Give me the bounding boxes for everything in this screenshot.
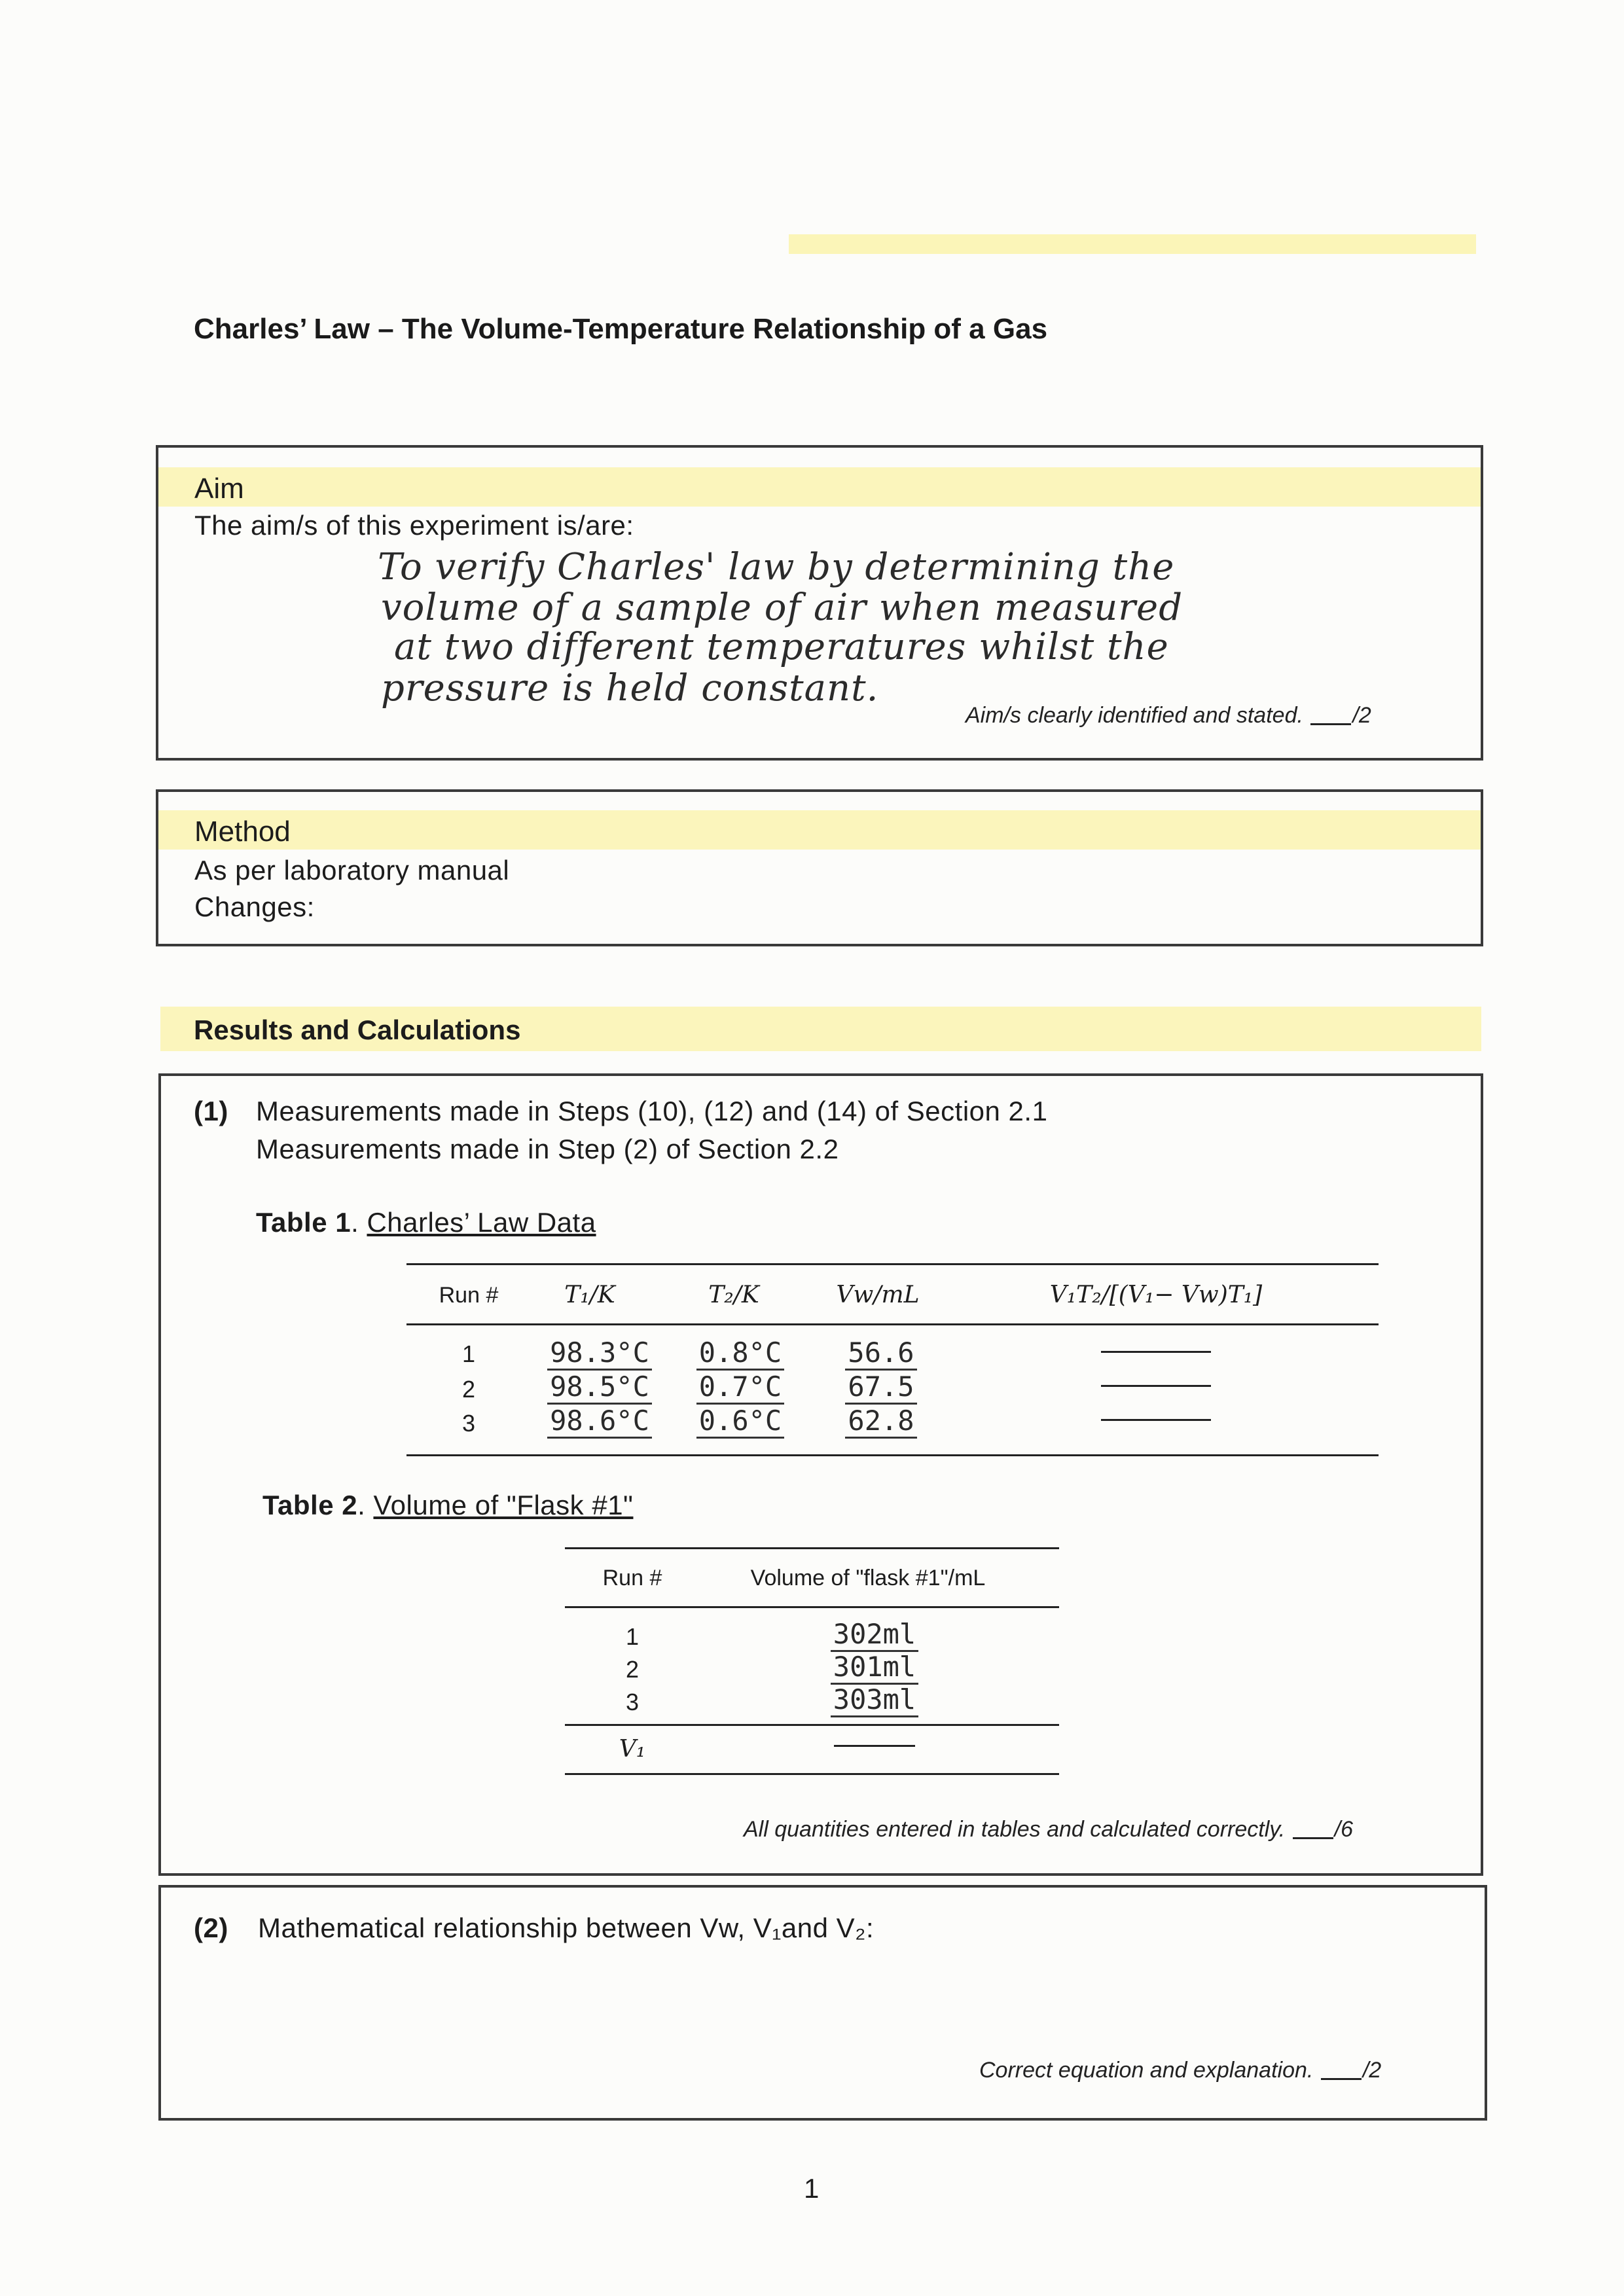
table2-body-rule: [565, 1724, 1059, 1726]
table1-header-rule: [406, 1323, 1379, 1325]
table1-row-1-vw-value: 56.6: [845, 1336, 916, 1371]
method-line-1: As per laboratory manual: [194, 855, 510, 886]
table1-label: Table 1: [256, 1207, 352, 1238]
results-q1-section: [158, 1073, 1483, 1876]
q2-marks: /2: [1362, 2058, 1382, 2083]
table2-footer-blank: [750, 1738, 999, 1750]
table1-row-3-answer-line: [1101, 1419, 1211, 1421]
table2-row-3-run: 3: [625, 1689, 640, 1715]
table2-row-1-volume: [750, 1619, 999, 1649]
q2-score-blank: [1321, 2078, 1362, 2080]
q1-line-1: Measurements made in Steps (10), (12) and (14) of Section 2.1: [256, 1096, 1048, 1126]
aim-handwritten-line-3: at two different temperatures whilst the: [394, 626, 1169, 668]
table1-header-vw: Vw/mL: [836, 1282, 920, 1308]
table1-row-3-t2-value: 0.6°C: [696, 1405, 784, 1439]
table1-header-ratio: V₁T₂/[(V₁− Vw)T₁]: [1049, 1282, 1263, 1308]
q1-number: (1): [194, 1096, 228, 1126]
aim-heading: Aim: [194, 473, 244, 505]
table1-row-1-run: 1: [461, 1340, 476, 1367]
table1-row-2-answer-line: [1101, 1385, 1211, 1387]
table2-header-run: Run #: [602, 1566, 662, 1590]
table2-header-rule: [565, 1606, 1059, 1608]
table2-row-1-run: 1: [625, 1623, 640, 1650]
q2-marking-criteria: [979, 2058, 1381, 2083]
table1-row-2-vw: [822, 1372, 940, 1402]
table1-row-2-run: 2: [461, 1376, 476, 1403]
table1-header-run: Run #: [439, 1283, 499, 1308]
table1-bottom-rule: [406, 1454, 1379, 1456]
table1-row-2-t2-value: 0.7°C: [696, 1371, 784, 1405]
q2-section: [158, 1885, 1487, 2121]
q2-number: (2): [194, 1912, 228, 1943]
table1-title: Charles’ Law Data: [367, 1207, 596, 1238]
table1-row-1-t1: [534, 1338, 665, 1368]
table1-row-1-t1-value: 98.3°C: [547, 1336, 652, 1371]
table2-row-3-volume: [750, 1685, 999, 1715]
table2-title: Volume of "Flask #1": [373, 1490, 634, 1520]
table1-row-1-t2-value: 0.8°C: [696, 1336, 784, 1371]
table1-row-3-t1: [534, 1406, 665, 1436]
table1-row-2-t2: [678, 1372, 803, 1402]
results-heading: Results and Calculations: [194, 1014, 521, 1045]
table1-row-3-run: 3: [461, 1410, 476, 1437]
table1-row-2-ratio-blank: [1025, 1378, 1287, 1390]
table2-separator: .: [357, 1490, 374, 1520]
table1-row-1-ratio-blank: [1025, 1344, 1287, 1356]
table1-row-3-t2: [678, 1406, 803, 1436]
table2-row-2-run: 2: [625, 1656, 640, 1683]
table1-caption: [256, 1207, 596, 1238]
method-section: [156, 789, 1483, 946]
method-heading: Method: [194, 816, 291, 848]
aim-marking-criteria: [965, 703, 1371, 728]
q1-line-2: Measurements made in Step (2) of Section 2.2: [256, 1134, 839, 1164]
q2-text: Mathematical relationship between Vw, V₁and V₂:: [258, 1912, 875, 1943]
table1-top-rule: [406, 1263, 1379, 1265]
table1-separator: .: [351, 1207, 367, 1238]
aim-handwritten-line-1: To verify Charles' law by determining the: [378, 546, 1175, 588]
q1-marks: /6: [1334, 1817, 1353, 1842]
table2-row-1-volume-value: 302ml: [831, 1618, 918, 1652]
table1-row-1-t2: [678, 1338, 803, 1368]
aim-score-blank: [1310, 723, 1351, 725]
aim-section: [156, 445, 1483, 761]
table1-row-1-answer-line: [1101, 1351, 1211, 1353]
table1-row-3-ratio-blank: [1025, 1412, 1287, 1424]
table1-row-3-vw: [822, 1406, 940, 1436]
table2-row-2-volume-value: 301ml: [831, 1651, 918, 1685]
table2-header-volume: Volume of "flask #1"/mL: [750, 1566, 986, 1590]
table2-row-2-volume: [750, 1652, 999, 1682]
table2-top-rule: [565, 1547, 1059, 1549]
aim-marks: /2: [1352, 703, 1371, 728]
table2-v1-answer-line: [834, 1745, 915, 1747]
table1-row-2-t1-value: 98.5°C: [547, 1371, 652, 1405]
table2-row-3-volume-value: 303ml: [831, 1683, 918, 1717]
header-highlight: [789, 234, 1476, 254]
table1-row-2-vw-value: 67.5: [845, 1371, 916, 1405]
aim-prompt: The aim/s of this experiment is/are:: [194, 510, 634, 541]
page-number: 1: [804, 2173, 820, 2204]
table1-row-2-t1: [534, 1372, 665, 1402]
aim-handwritten-line-4: pressure is held constant.: [381, 667, 879, 709]
q2-marking-note: Correct equation and explanation.: [979, 2058, 1314, 2083]
aim-handwritten-line-2: volume of a sample of air when measured: [381, 586, 1183, 629]
table1-row-1-vw: [822, 1338, 940, 1368]
q1-marking-criteria: [744, 1817, 1353, 1842]
table2-footer-v1: V₁: [619, 1736, 646, 1763]
table2-bottom-rule: [565, 1773, 1059, 1775]
q1-score-blank: [1293, 1837, 1333, 1839]
method-line-2: Changes:: [194, 891, 315, 922]
aim-header-band: [158, 467, 1481, 507]
aim-marking-note: Aim/s clearly identified and stated.: [965, 703, 1303, 728]
q1-marking-note: All quantities entered in tables and calculated correctly.: [744, 1817, 1286, 1842]
table2-caption: [262, 1490, 633, 1521]
table1-row-3-t1-value: 98.6°C: [547, 1405, 652, 1439]
method-header-band: [158, 810, 1481, 850]
page-title: Charles’ Law – The Volume-Temperature Relationship of a Gas: [194, 313, 1048, 345]
table2-label: Table 2: [262, 1490, 358, 1520]
table1-row-3-vw-value: 62.8: [845, 1405, 916, 1439]
table1-header-t2: T₂/K: [708, 1282, 759, 1308]
table1-header-t1: T₁/K: [564, 1282, 615, 1308]
